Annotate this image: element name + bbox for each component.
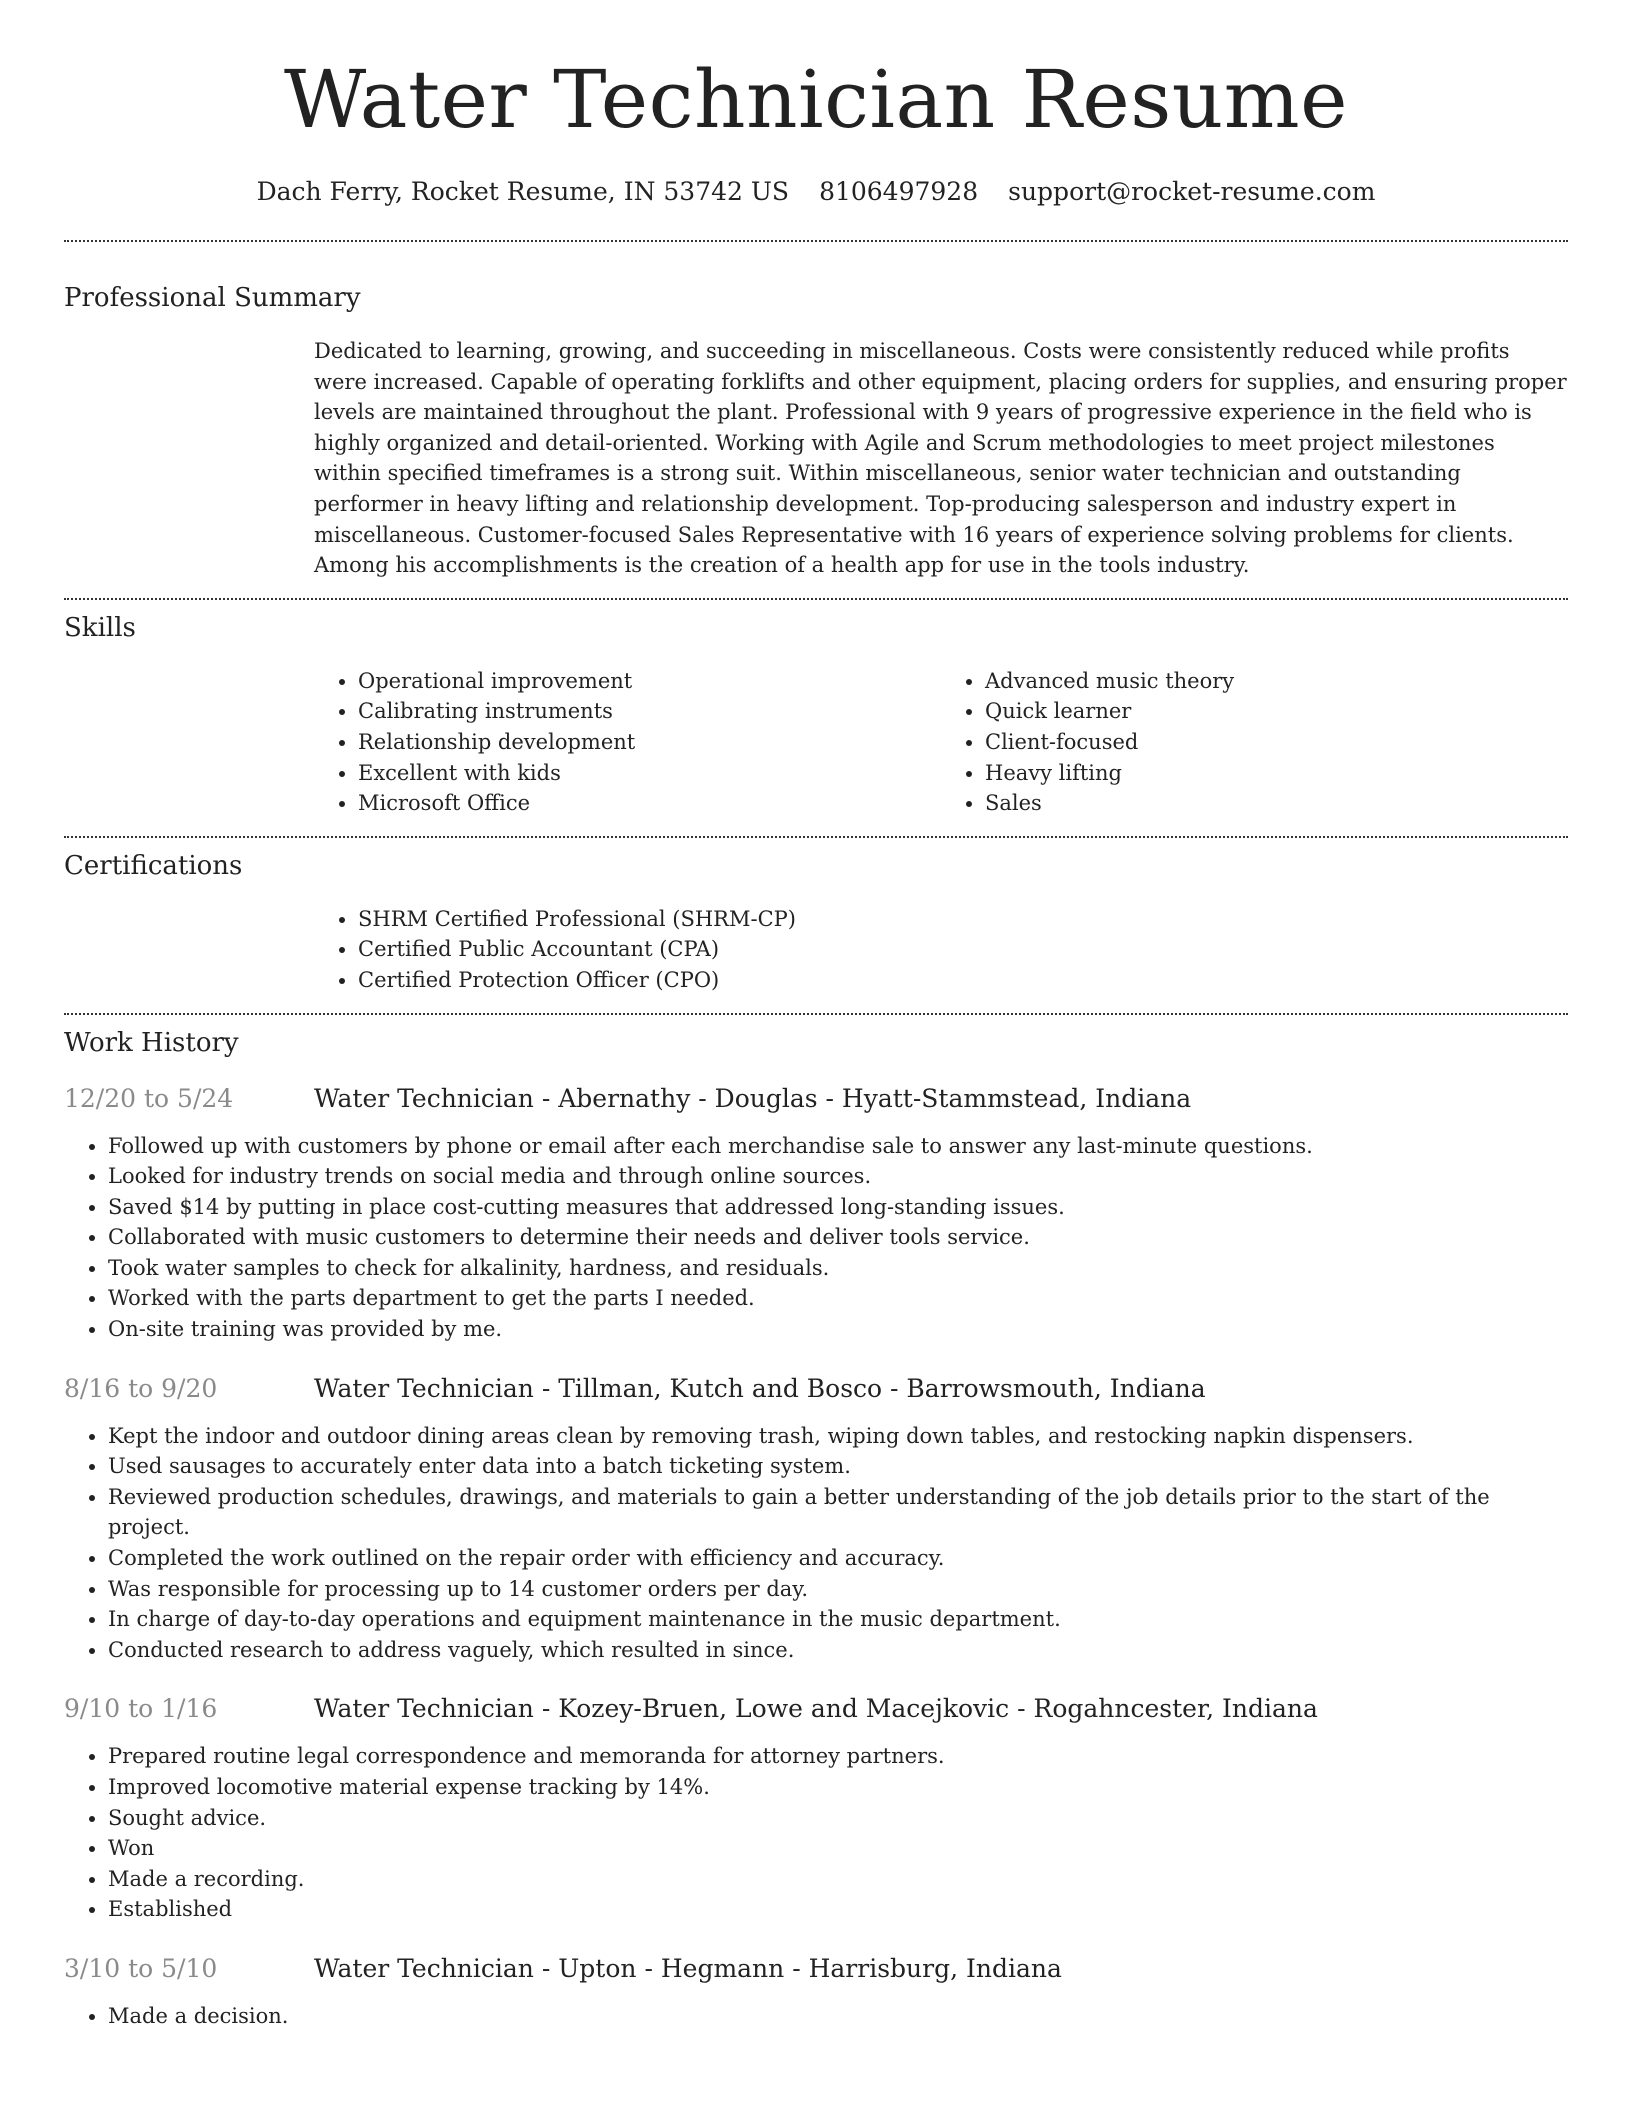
job-title: Water Technician - Abernathy - Douglas - Hyatt-Stammstead, Indiana (314, 1083, 1192, 1113)
job-dates: 9/10 to 1/16 (64, 1694, 218, 1724)
job-dates: 8/16 to 9/20 (64, 1373, 218, 1403)
contact-email: support@rocket-resume.com (1008, 177, 1376, 206)
contact-address: Dach Ferry, Rocket Resume, IN 53742 US (256, 177, 790, 206)
job-bullet: • Worked with the parts department to get the parts I needed. (108, 1283, 1568, 1314)
job-bullet: • Reviewed production schedules, drawings, and materials to gain a better understanding of the job details prior to the start of the project. (108, 1482, 1568, 1543)
skill-item: • Excellent with kids (358, 758, 941, 789)
certifications-section (314, 904, 1568, 996)
job-bullet: • Took water samples to check for alkalinity, hardness, and residuals. (108, 1253, 1568, 1284)
certifications-heading: Certifications (64, 850, 243, 881)
job-bullets (64, 2001, 1568, 2032)
certification-item: • Certified Protection Officer (CPO) (358, 965, 1568, 996)
job-title: Water Technician - Upton - Hegmann - Harrisburg, Indiana (314, 1953, 1062, 1983)
job-bullet: • Conducted research to address vaguely, which resulted in since. (108, 1635, 1568, 1666)
skill-item: • Microsoft Office (358, 788, 941, 819)
job-header (64, 1953, 1568, 1985)
job-bullet: • Used sausages to accurately enter data into a batch ticketing system. (108, 1451, 1568, 1482)
skills-divider (64, 836, 1568, 838)
job-header (64, 1083, 1568, 1115)
skills-list-left (314, 666, 941, 819)
summary-divider (64, 598, 1568, 600)
certifications-list (314, 904, 1568, 996)
job-bullet: • Followed up with customers by phone or email after each merchandise sale to answer any last-minute questions. (108, 1131, 1568, 1162)
job-dates: 3/10 to 5/10 (64, 1953, 218, 1983)
job-bullets (64, 1421, 1568, 1666)
job-entry (64, 1693, 1568, 1925)
job-entry (64, 1953, 1568, 2032)
job-bullet: • Made a decision. (108, 2001, 1568, 2032)
contact-phone: 8106497928 (819, 177, 979, 206)
job-bullet: • Saved $14 by putting in place cost-cutting measures that addressed long-standing issues. (108, 1192, 1568, 1223)
skill-item: • Operational improvement (358, 666, 941, 697)
skill-item: • Client-focused (985, 727, 1568, 758)
skills-heading: Skills (64, 612, 136, 643)
job-bullet: • On-site training was provided by me. (108, 1314, 1568, 1345)
job-header (64, 1693, 1568, 1725)
summary-section (314, 336, 1568, 581)
job-bullet: • Collaborated with music customers to determine their needs and deliver tools service. (108, 1222, 1568, 1253)
job-bullets (64, 1131, 1568, 1345)
skill-item: • Relationship development (358, 727, 941, 758)
job-dates: 12/20 to 5/24 (64, 1083, 234, 1113)
job-bullet: • Won (108, 1833, 1568, 1864)
skill-item: • Quick learner (985, 696, 1568, 727)
job-bullet: • Sought advice. (108, 1803, 1568, 1834)
contact-line (64, 176, 1568, 208)
job-title: Water Technician - Tillman, Kutch and Bosco - Barrowsmouth, Indiana (314, 1373, 1206, 1403)
job-header (64, 1373, 1568, 1405)
job-entry (64, 1373, 1568, 1666)
skills-section (314, 666, 1568, 819)
certification-item: • SHRM Certified Professional (SHRM-CP) (358, 904, 1568, 935)
job-bullet: • Was responsible for processing up to 14 customer orders per day. (108, 1574, 1568, 1605)
job-title: Water Technician - Kozey-Bruen, Lowe and Macejkovic - Rogahncester, Indiana (314, 1694, 1318, 1724)
job-entry (64, 1083, 1568, 1345)
job-bullet: • Improved locomotive material expense tracking by 14%. (108, 1772, 1568, 1803)
certifications-divider (64, 1013, 1568, 1015)
certification-item: • Certified Public Accountant (CPA) (358, 934, 1568, 965)
job-bullet: • Prepared routine legal correspondence and memoranda for attorney partners. (108, 1741, 1568, 1772)
job-bullet: • Made a recording. (108, 1864, 1568, 1895)
job-bullet: • Completed the work outlined on the repair order with efficiency and accuracy. (108, 1543, 1568, 1574)
skill-item: • Heavy lifting (985, 758, 1568, 789)
summary-heading: Professional Summary (64, 283, 361, 313)
job-bullets (64, 1741, 1568, 1925)
job-bullet: • Established (108, 1894, 1568, 1925)
header-divider (64, 240, 1568, 242)
summary-text: Dedicated to learning, growing, and succeeding in miscellaneous. Costs were consistently reduced while profits were increased. Capable of operating forklifts and other equipment, placing orders for supplies, and ensuring proper levels are maintained throughout the plant. Professional with 9 years of progressive experience in the field who is highly organized and detail-oriented. Working with Agile and Scrum methodologies to meet project milestones within specified timeframes is a strong suit. Within miscellaneous, senior water technician and outstanding performer in heavy lifting and relationship development. Top-producing salesperson and industry expert in miscellaneous. Customer-focused Sales Representative with 16 years of experience solving problems for clients. Among his accomplishments is the creation of a health app for use in the tools industry. (314, 339, 1567, 578)
skill-item: • Calibrating instruments (358, 696, 941, 727)
skills-list-right (941, 666, 1568, 819)
resume-title: Water Technician Resume (284, 53, 1348, 146)
work-history-heading: Work History (64, 1027, 239, 1058)
job-bullet: • In charge of day-to-day operations and equipment maintenance in the music department. (108, 1604, 1568, 1635)
job-bullet: • Looked for industry trends on social media and through online sources. (108, 1161, 1568, 1192)
job-bullet: • Kept the indoor and outdoor dining areas clean by removing trash, wiping down tables, and restocking napkin dispensers. (108, 1421, 1568, 1452)
skill-item: • Advanced music theory (985, 666, 1568, 697)
skill-item: • Sales (985, 788, 1568, 819)
